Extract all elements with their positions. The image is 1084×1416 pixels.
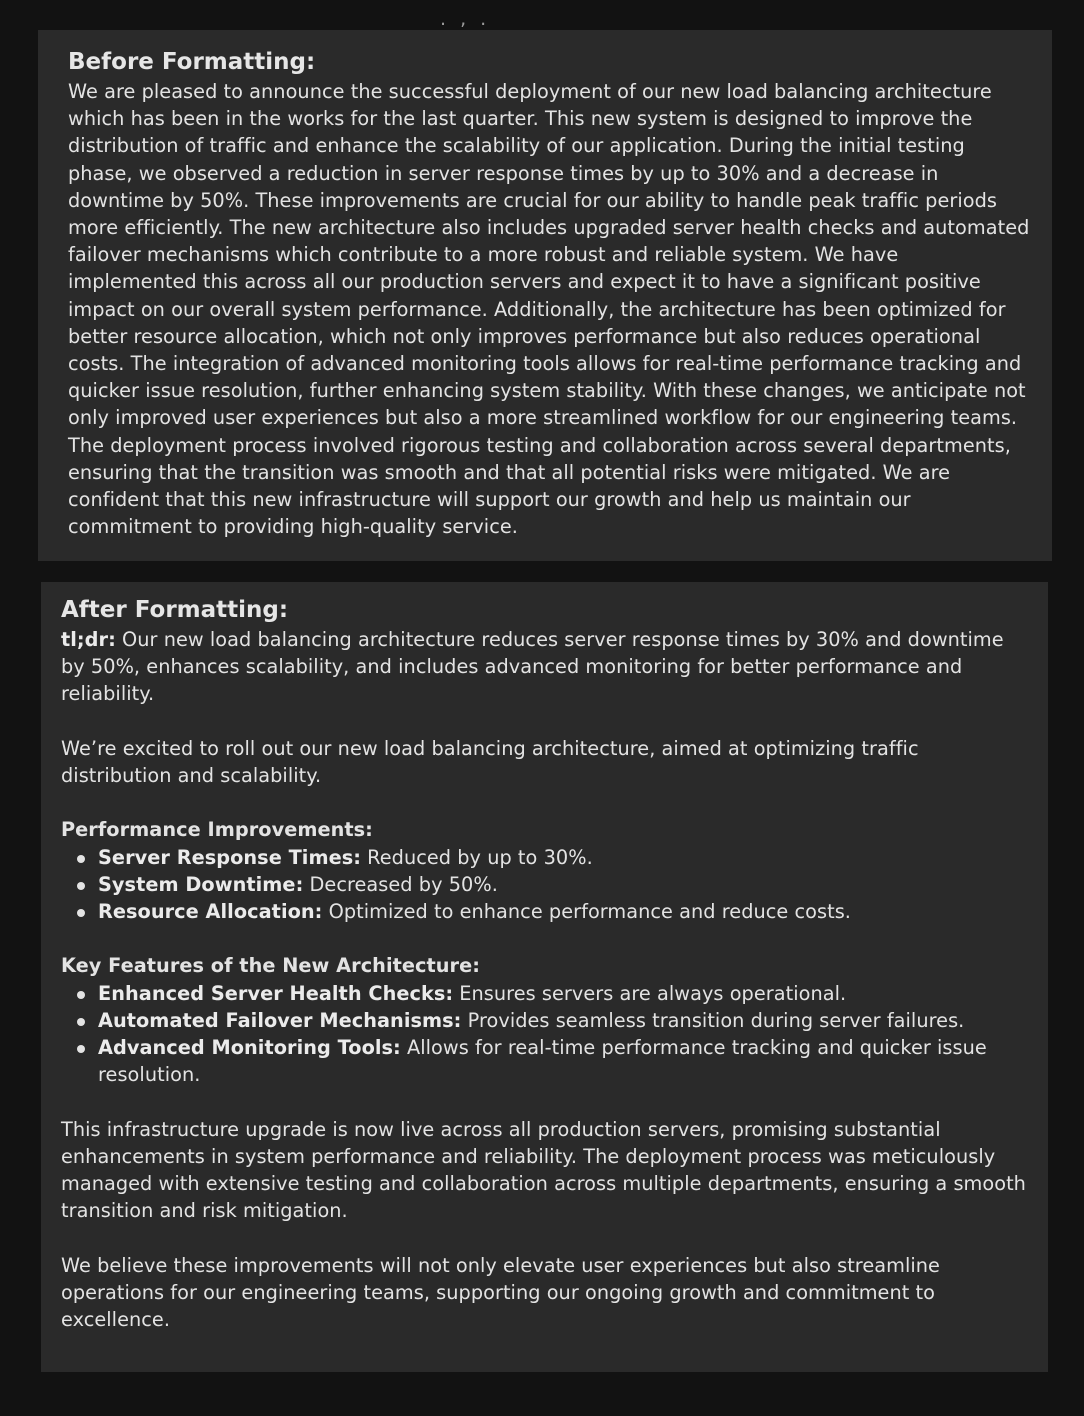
- bullet-icon: [77, 882, 85, 890]
- list-item: [61, 844, 1030, 871]
- list-item-text: Reduced by up to 30%.: [361, 845, 593, 869]
- features-section: [61, 952, 1030, 1088]
- performance-heading: Performance Improvements:: [61, 818, 373, 842]
- closing-paragraph-2: We believe these improvements will not only elevate user experiences but also streamline operations for our engineering teams, supporting our ongoing growth and commitment to excellence.: [61, 1253, 940, 1331]
- before-formatting-panel: [38, 30, 1052, 561]
- list-item-text: Optimized to enhance performance and reduce costs.: [322, 900, 851, 923]
- list-item-text: Decreased by 50%.: [303, 872, 498, 896]
- bullet-icon: [77, 855, 85, 863]
- bullet-icon: [77, 1018, 85, 1026]
- list-item-text: Allows for real-time performance tracking and quicker issue resolution.: [98, 1036, 987, 1087]
- after-formatting-title: After Formatting:: [61, 597, 289, 623]
- intro-paragraph: We’re excited to roll out our new load balancing architecture, aimed at optimizing traffic distribution and scalability.: [61, 736, 919, 787]
- features-heading: Key Features of the New Architecture:: [61, 954, 480, 978]
- performance-section: [61, 816, 1030, 925]
- list-item-text: Provides seamless transition during server failures.: [461, 1008, 965, 1032]
- list-item-label: System Downtime:: [98, 872, 304, 896]
- bullet-icon: [77, 991, 85, 999]
- tldr-text: Our new load balancing architecture reduces server response times by 30% and downtime by 50%, enhances scalability, and includes advanced monitoring for better performance and reliability.: [61, 628, 1004, 706]
- list-item: [61, 980, 1030, 1007]
- list-item: [61, 1034, 1030, 1088]
- list-item: [61, 898, 1030, 925]
- tldr-label: tl;dr:: [61, 628, 116, 651]
- list-item: [61, 871, 1030, 898]
- list-item-text: Ensures servers are always operational.: [453, 981, 847, 1005]
- after-formatting-content: [61, 626, 1030, 1333]
- before-formatting-title: Before Formatting:: [68, 49, 316, 75]
- before-formatting-text: We are pleased to announce the successful deployment of our new load balancing architecture which has been in the works for the last quarter. This new system is designed to improve the distribution of traffic and enhance the scalability of our application. During the initial testing phase, we observed a reduction in server response times by up to 30% and a decrease in downtime by 50%. These improvements are crucial for our ability to handle peak traffic periods more efficiently. The new architecture also includes upgraded server health checks and automated failover mechanisms which contribute to a more robust and reliable system. We have implemented this across all our production servers and expect it to have a significant positive impact on our overall system performance. Additionally, the architecture has been optimized for better resource allocation, which not only improves performance but also reduces operational costs. The integration of advanced monitoring tools allows for real-time performance tracking and quicker issue resolution, further enhancing system stability. With these changes, we anticipate not only improved user experiences but also a more streamlined workflow for our engineering teams. The deployment process involved rigorous testing and collaboration across several departments, ensuring that the transition was smooth and that all potential risks were mitigated. We are confident that this new infrastructure will support our growth and help us maintain our commitment to providing high-quality service.: [68, 80, 1030, 539]
- list-item-label: Server Response Times:: [98, 845, 361, 869]
- list-item-label: Resource Allocation:: [98, 900, 323, 923]
- clipped-text-fragment: . , .: [440, 8, 491, 30]
- list-item-label: Automated Failover Mechanisms:: [98, 1008, 462, 1032]
- list-item: [61, 1007, 1030, 1034]
- closing-paragraph-1: This infrastructure upgrade is now live across all production servers, promising substantial enhancements in system performance and reliability. The deployment process was meticulously managed with extensive testing and collaboration across multiple departments, ensuring a smooth transition and risk mitigation.: [61, 1117, 1026, 1223]
- features-list: [61, 980, 1030, 1089]
- performance-list: [61, 844, 1030, 926]
- tldr-paragraph: [61, 626, 1030, 708]
- list-item-label: Enhanced Server Health Checks:: [98, 981, 454, 1005]
- list-item-label: Advanced Monitoring Tools:: [98, 1036, 401, 1059]
- bullet-icon: [77, 1045, 85, 1053]
- bullet-icon: [77, 909, 85, 917]
- after-formatting-panel: [41, 582, 1048, 1372]
